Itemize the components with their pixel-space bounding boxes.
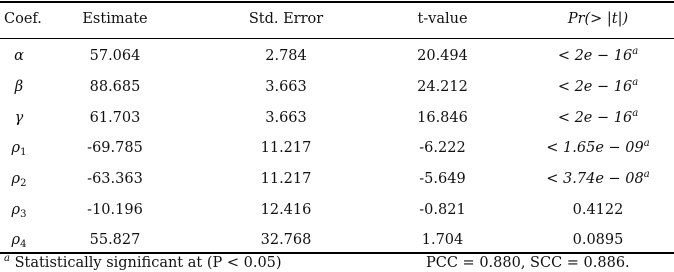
cell-estimate: 61.703 (89, 110, 141, 126)
coef-symbol: β (14, 79, 24, 95)
cell-std-error: 12.416 (260, 202, 312, 218)
cell-coef (4, 164, 34, 194)
table-row (0, 103, 674, 133)
cell-std-error: 11.217 (260, 171, 312, 187)
coef-symbol: ρ (11, 171, 21, 187)
cell-p-value (528, 72, 668, 102)
footnote-marker: a (4, 253, 10, 264)
p-value-text: < 3.74e − 08 (546, 171, 644, 187)
coef-subscript: 4 (20, 239, 27, 250)
cell-p-value (528, 103, 668, 133)
significance-marker: a (643, 169, 650, 180)
cell-std-error: 11.217 (260, 140, 312, 156)
coef-symbol: γ (14, 110, 24, 126)
cell-estimate: 57.064 (89, 48, 141, 64)
cell-coef (4, 103, 34, 133)
coef-subscript: 1 (20, 147, 27, 158)
table-row (0, 41, 674, 71)
significance-marker: a (632, 77, 639, 88)
table-header-row (0, 4, 674, 34)
cell-p-value (528, 164, 668, 194)
footnote-correlation: PCC = 0.880, SCC = 0.886. (426, 255, 630, 271)
coef-subscript: 3 (20, 209, 27, 220)
cell-std-error: 3.663 (265, 110, 307, 126)
coef-symbol: ρ (11, 202, 21, 218)
cell-t-value: 1.704 (421, 232, 464, 248)
cell-t-value: 24.212 (417, 79, 468, 95)
cell-t-value: 16.846 (417, 110, 468, 126)
header-coef: Coef. (4, 11, 42, 27)
cell-std-error: 3.663 (265, 79, 307, 95)
p-value-text: 0.4122 (572, 202, 624, 218)
cell-estimate: -63.363 (87, 171, 143, 187)
p-value-text: < 2e − 16 (557, 48, 633, 64)
cell-coef (4, 225, 34, 255)
cell-estimate: 55.827 (89, 232, 141, 248)
significance-marker: a (632, 108, 639, 119)
cell-estimate: -69.785 (87, 140, 143, 156)
header-t-value: t-value (417, 11, 468, 27)
table-row (0, 133, 674, 163)
header-estimate: Estimate (82, 11, 148, 27)
coef-subscript: 2 (20, 178, 27, 189)
cell-p-value (528, 133, 668, 163)
table-top-rule (0, 1, 674, 3)
table-row (0, 164, 674, 194)
cell-t-value: 20.494 (417, 48, 468, 64)
cell-coef (4, 133, 34, 163)
p-value-text: < 2e − 16 (557, 79, 633, 95)
table-row (0, 225, 674, 255)
cell-coef (4, 195, 34, 225)
table-header-rule (0, 38, 674, 39)
coef-symbol: ρ (11, 140, 21, 156)
footnote-significance-text: Statistically significant at (P < 0.05) (14, 255, 282, 271)
cell-p-value (528, 41, 668, 71)
footnote-significance (4, 254, 282, 272)
cell-coef (4, 41, 34, 71)
cell-coef (4, 72, 34, 102)
cell-p-value (528, 225, 668, 255)
header-p-value: Pr(> |t|) (567, 11, 629, 27)
cell-t-value: -0.821 (419, 202, 466, 218)
cell-t-value: -6.222 (419, 140, 466, 156)
significance-marker: a (632, 46, 639, 57)
header-std-error: Std. Error (248, 11, 324, 27)
cell-std-error: 32.768 (260, 232, 312, 248)
cell-estimate: -10.196 (87, 202, 143, 218)
cell-p-value (528, 195, 668, 225)
table-row (0, 72, 674, 102)
p-value-text: < 1.65e − 09 (546, 140, 644, 156)
table-row (0, 195, 674, 225)
cell-std-error: 2.784 (265, 48, 307, 64)
coef-symbol: α (14, 48, 24, 64)
p-value-text: 0.0895 (572, 232, 624, 248)
coef-symbol: ρ (11, 232, 21, 248)
significance-marker: a (643, 138, 650, 149)
p-value-text: < 2e − 16 (557, 110, 633, 126)
cell-estimate: 88.685 (89, 79, 141, 95)
cell-t-value: -5.649 (419, 171, 466, 187)
